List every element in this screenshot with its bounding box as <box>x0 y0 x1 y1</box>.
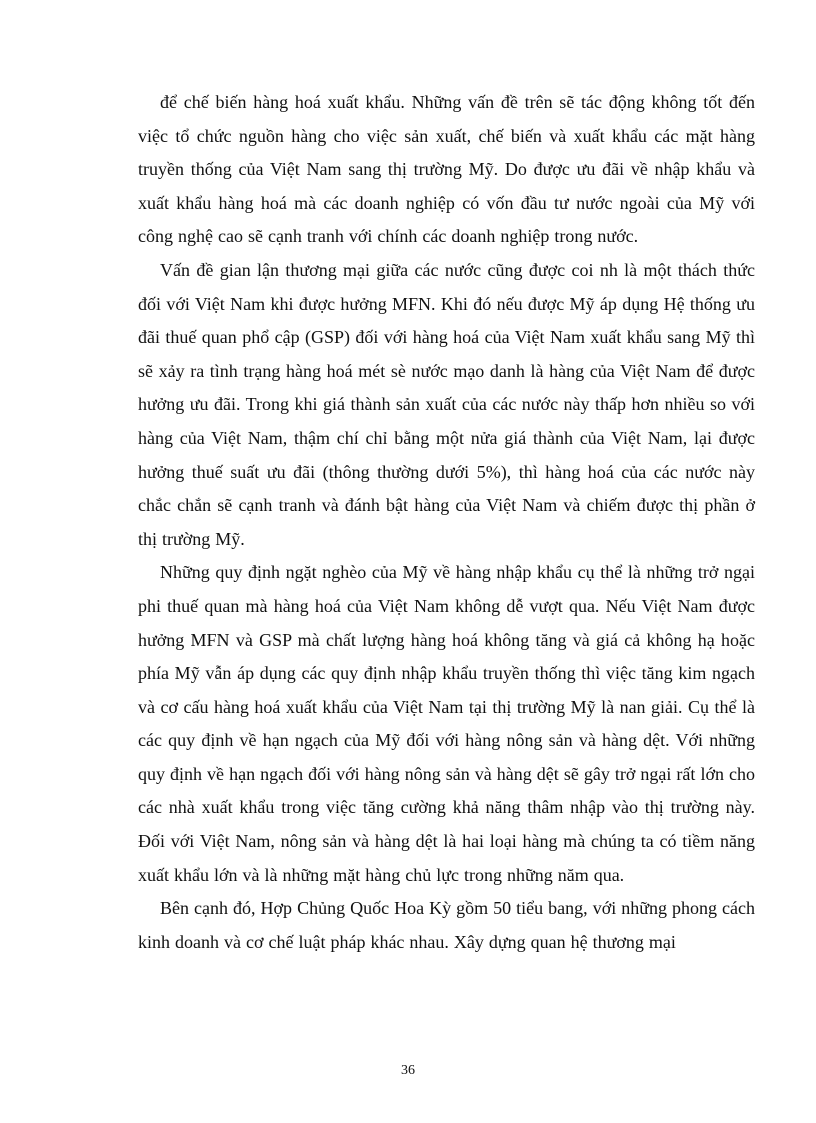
paragraph-2: Vấn đề gian lận thương mại giữa các nước cũng được coi nh là một thách thức đối với Việt Nam khi được hưởng MFN. Khi đó nếu được Mỹ áp dụng Hệ thống ưu đãi thuế quan phổ cập (GSP) đối với hàng hoá của Việt Nam xuất khẩu sang Mỹ thì sẽ xảy ra tình trạng hàng hoá mét sè nước mạo danh là hàng của Việt Nam để được hưởng ưu đãi. Trong khi giá thành sản xuất của các nước này thấp hơn nhiều so với hàng của Việt Nam, thậm chí chỉ bằng một nửa giá thành của Việt Nam, lại được hưởng thuế suất ưu đãi (thông thường dưới 5%), thì hàng hoá của các nước này chắc chắn sẽ cạnh tranh và đánh bật hàng của Việt Nam và chiếm được thị phần ở thị trường Mỹ. <box>138 259 755 549</box>
paragraph-3: Những quy định ngặt nghèo của Mỹ về hàng nhập khẩu cụ thể là những trở ngại phi thuế quan mà hàng hoá của Việt Nam không dễ vượt qua. Nếu Việt Nam được hưởng MFN và GSP mà chất lượng hàng hoá không tăng và giá cả không hạ hoặc phía Mỹ vẫn áp dụng các quy định nhập khẩu truyền thống thì việc tăng kim ngạch và cơ cấu hàng hoá xuất khẩu của Việt Nam tại thị trường Mỹ là nan giải. Cụ thể là các quy định về hạn ngạch của Mỹ đối với hàng nông sản và hàng dệt. Với những quy định về hạn ngạch đối với hàng nông sản và hàng dệt sẽ gây trở ngại rất lớn cho các nhà xuất khẩu trong việc tăng cường khả năng thâm nhập vào thị trường này. Đối với Việt Nam, nông sản và hàng dệt là hai loại hàng mà chúng ta có tiềm năng xuất khẩu lớn và là những mặt hàng chủ lực trong những năm qua. <box>138 562 755 885</box>
body-text <box>138 86 755 959</box>
paragraph-1: để chế biến hàng hoá xuất khẩu. Những vấn đề trên sẽ tác động không tốt đến việc tổ chức nguồn hàng cho việc sản xuất, chế biến và xuất khẩu các mặt hàng truyền thống của Việt Nam sang thị trường Mỹ. Do được ưu đãi về nhập khẩu và xuất khẩu hàng hoá mà các doanh nghiệp có vốn đầu tư nước ngoài của Mỹ với công nghệ cao sẽ cạnh tranh với chính các doanh nghiệp trong nước. <box>138 92 755 247</box>
page-number: 36 <box>401 1063 415 1078</box>
paragraph-4: Bên cạnh đó, Hợp Chủng Quốc Hoa Kỳ gồm 50 tiểu bang, với những phong cách kinh doanh và cơ chế luật pháp khác nhau. Xây dựng quan hệ thương mại <box>138 898 755 952</box>
